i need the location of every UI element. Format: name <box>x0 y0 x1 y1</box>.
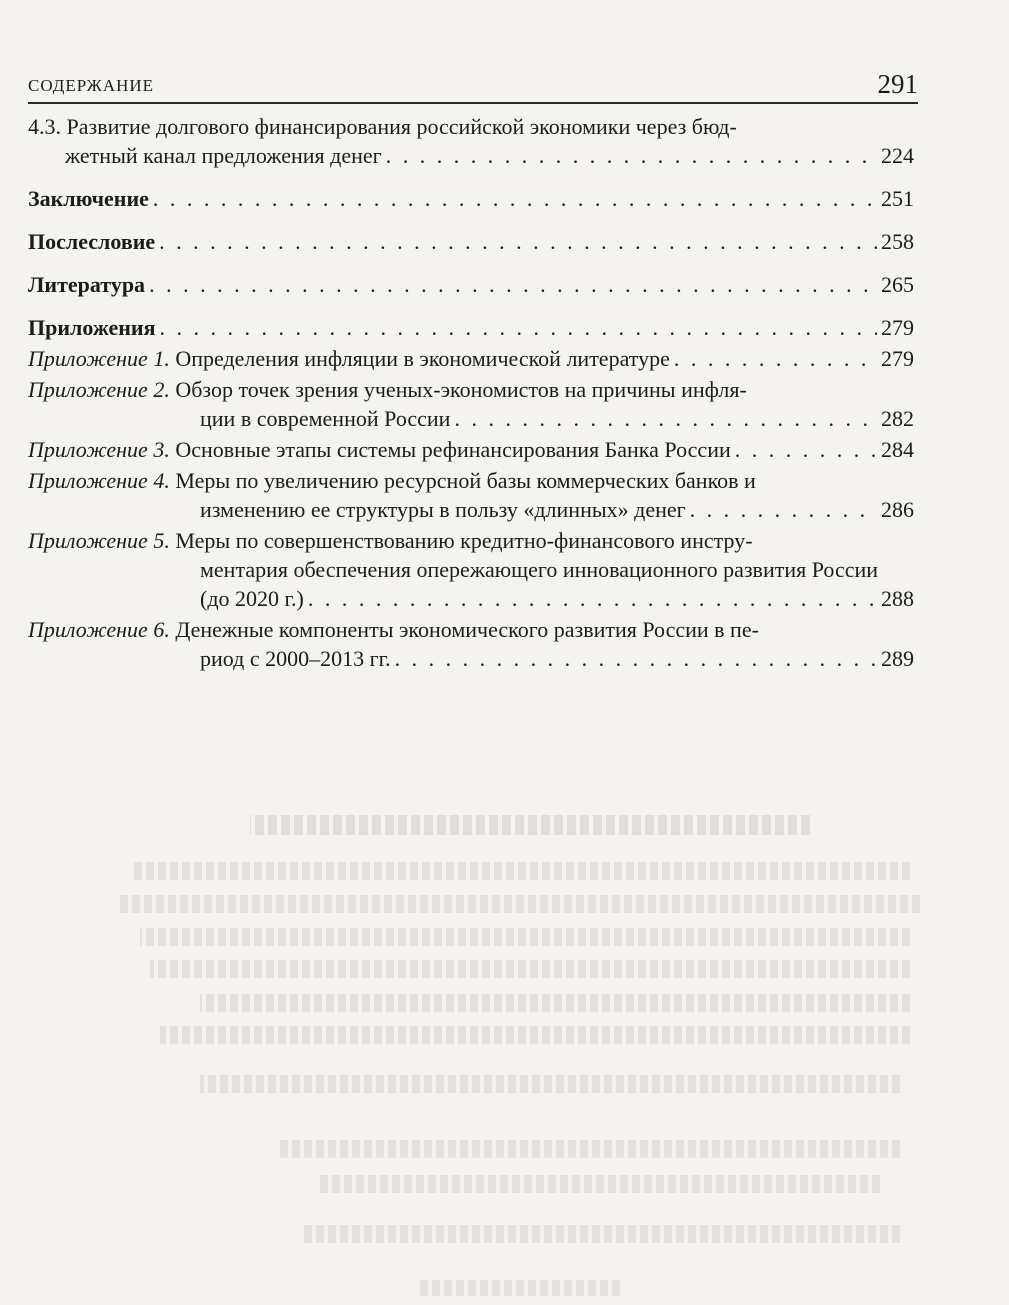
header-page-number: 291 <box>877 69 918 99</box>
toc-page-number: 265 <box>881 272 914 297</box>
toc-entry-line: Меры по увеличению ресурсной базы коммерческих банков и <box>175 468 756 493</box>
toc-entry-text: Определения инфляции в экономической литературе <box>175 346 670 371</box>
toc-page-number: 258 <box>881 229 914 254</box>
toc-page-number: 288 <box>881 586 914 611</box>
toc-entry-line: Меры по совершенствованию кредитно-финансового инстру- <box>175 528 753 553</box>
toc-entry-appendix-2[interactable] <box>28 375 914 433</box>
leader-dots <box>674 344 877 373</box>
toc-page-number: 284 <box>881 437 914 462</box>
toc-entry-appendices[interactable] <box>28 313 914 342</box>
leader-dots <box>160 313 878 342</box>
toc-entry-text: ции в современной России <box>200 406 451 431</box>
appendix-label: Приложение 1. <box>28 346 170 371</box>
toc-entry-literature[interactable] <box>28 270 914 299</box>
appendix-label: Приложение 2. <box>28 377 170 402</box>
toc-entry-text: жетный канал предложения денег <box>65 143 382 168</box>
leader-dots <box>308 584 877 613</box>
toc-entry-afterword[interactable] <box>28 227 914 256</box>
leader-dots <box>149 270 877 299</box>
appendix-label: Приложение 3. <box>28 437 170 462</box>
toc-entry-appendix-3[interactable] <box>28 435 914 464</box>
toc-page-number: 289 <box>881 646 914 671</box>
table-of-contents <box>28 112 914 673</box>
leader-dots <box>395 644 877 673</box>
leader-dots <box>690 495 877 524</box>
toc-entry-4-3[interactable] <box>28 112 914 170</box>
toc-page-number: 286 <box>881 497 914 522</box>
header-section-title: СОДЕРЖАНИЕ <box>28 76 155 95</box>
toc-entry-appendix-6[interactable] <box>28 615 914 673</box>
running-header <box>28 66 918 104</box>
toc-entry-text: Послесловие <box>28 229 156 254</box>
toc-entry-text: Литература <box>28 272 146 297</box>
leader-dots <box>153 184 877 213</box>
toc-entry-text: изменению ее структуры в пользу «длинных» денег <box>200 497 686 522</box>
toc-page-number: 279 <box>881 346 914 371</box>
toc-entry-appendix-4[interactable] <box>28 466 914 524</box>
toc-entry-line: Денежные компоненты экономического развития России в пе- <box>175 617 759 642</box>
toc-entry-text: Основные этапы системы рефинансирования Банка России <box>175 437 731 462</box>
toc-entry-text: Приложения <box>28 315 156 340</box>
toc-entry-line: 4.3. Развитие долгового финансирования российской экономики через бюд- <box>28 114 737 139</box>
toc-entry-text: (до 2020 г.) <box>200 586 304 611</box>
leader-dots <box>386 141 877 170</box>
toc-page-number: 282 <box>881 406 914 431</box>
toc-page-number: 279 <box>881 315 914 340</box>
appendix-label: Приложение 6. <box>28 617 170 642</box>
appendix-label: Приложение 4. <box>28 468 170 493</box>
leader-dots <box>735 435 877 464</box>
toc-entry-appendix-1[interactable] <box>28 344 914 373</box>
toc-entry-text: риод с 2000–2013 гг. <box>200 646 391 671</box>
toc-entry-conclusion[interactable] <box>28 184 914 213</box>
appendix-label: Приложение 5. <box>28 528 170 553</box>
leader-dots <box>159 227 877 256</box>
toc-entry-line: ментария обеспечения опережающего инновационного развития России <box>200 557 879 582</box>
toc-entry-appendix-5[interactable] <box>28 526 914 613</box>
toc-entry-text: Заключение <box>28 186 149 211</box>
toc-page-number: 251 <box>881 186 914 211</box>
toc-page-number: 224 <box>881 143 914 168</box>
leader-dots <box>454 404 877 433</box>
toc-entry-line: Обзор точек зрения ученых-экономистов на причины инфля- <box>175 377 747 402</box>
